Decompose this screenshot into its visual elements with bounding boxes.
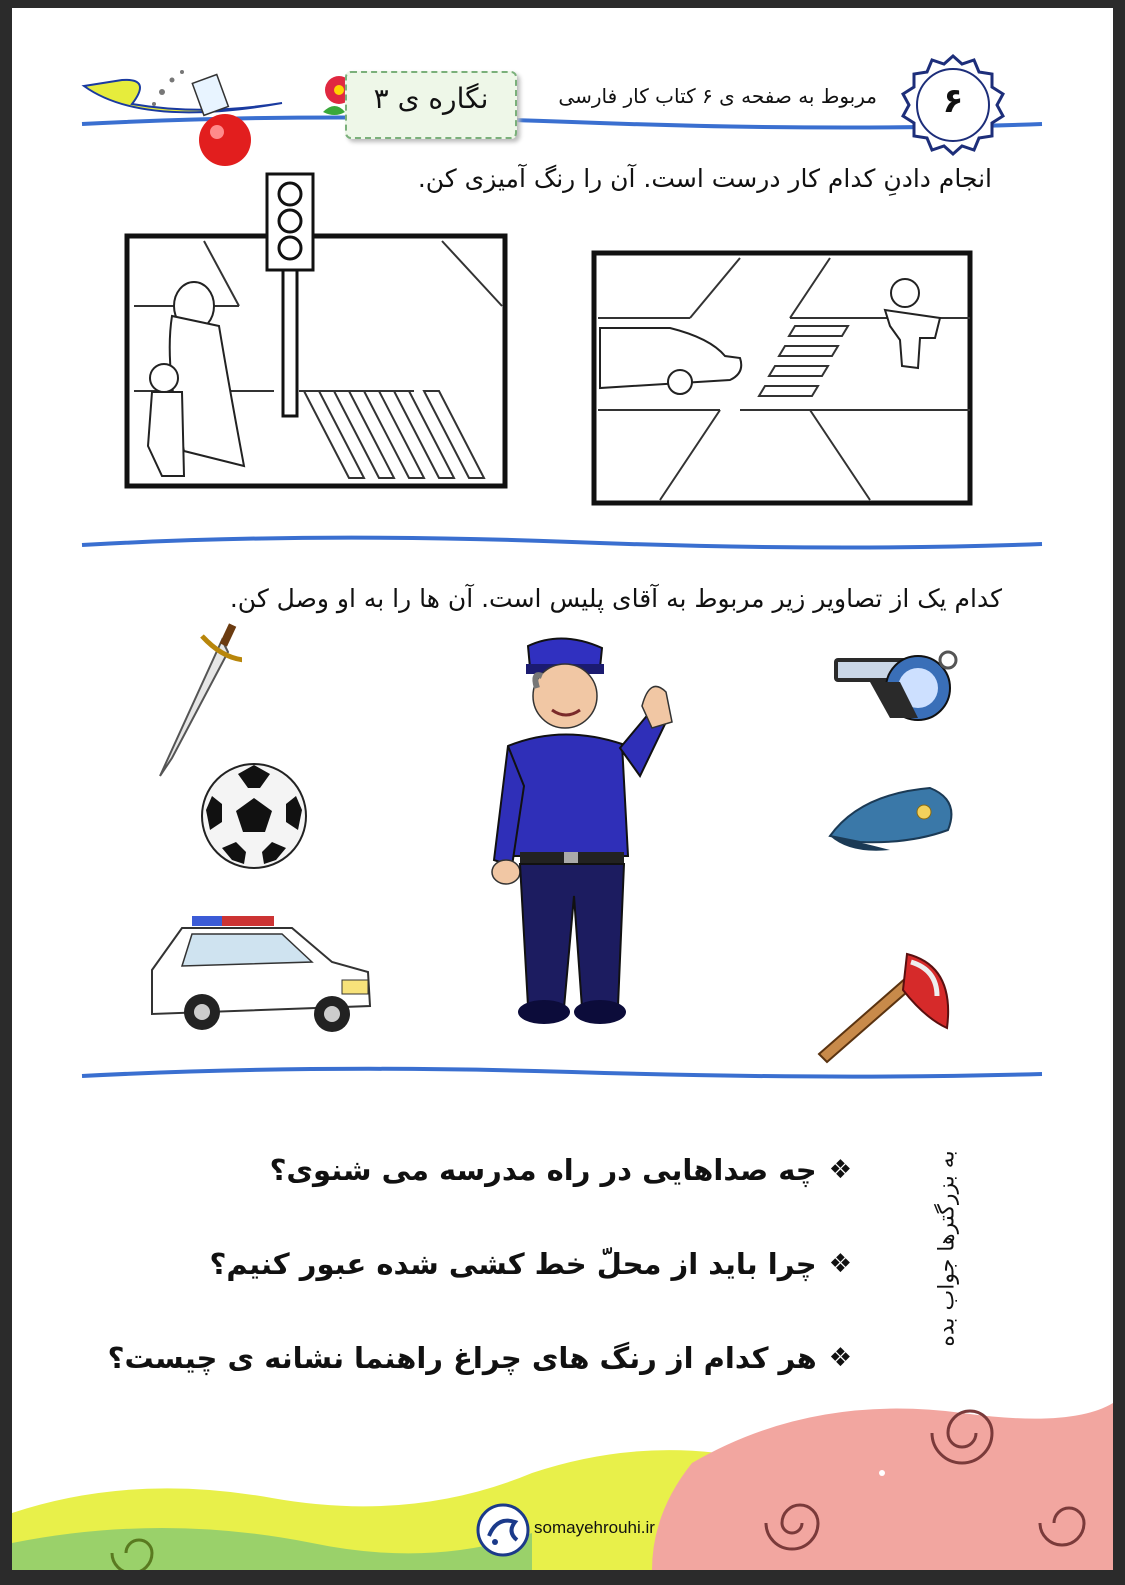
section-divider [12,530,1113,560]
police-officer-icon [482,636,682,1031]
section2-instruction: کدام یک از تصاویر زیر مربوط به آقای پلیس است. آن ها را به او وصل کن. [229,584,1002,613]
question-item [107,1332,852,1384]
footer-decoration [12,1403,1113,1570]
bullet-icon: ❖ [828,1249,852,1279]
bullet-icon: ❖ [828,1343,852,1373]
section1-instruction: انجام دادنِ کدام کار درست است. آن را رنگ آمیزی کن. [417,164,992,193]
site-logo-icon [475,1502,531,1558]
website-link[interactable]: somayehrouhi.ir [534,1518,655,1537]
scene-child-running-road [590,248,988,510]
lesson-tab-label: نگاره ی ۳ [373,82,489,115]
worksheet-page [12,8,1113,1570]
section-divider [12,1058,1113,1088]
question-text: چرا باید از محلّ خط کشی شده عبور کنیم؟ [209,1247,817,1281]
soccer-ball-icon [198,760,310,872]
reference-text: مربوط به صفحه ی ۶ کتاب کار فارسی [558,84,877,108]
question-text: چه صداهایی در راه مدرسه می شنوی؟ [269,1153,817,1187]
axe-icon [807,948,957,1068]
bullet-icon: ❖ [828,1155,852,1185]
question-item [162,1238,852,1290]
side-note: به بزرگترها جواب بده [934,1149,960,1347]
question-text: هر کدام از رنگ های چراغ راهنما نشانه ی چیست؟ [107,1341,817,1375]
page-number: ۶ [942,81,964,121]
question-list [107,1144,852,1384]
whistle-icon [830,648,960,726]
scene-crosswalk-with-light [124,166,519,496]
police-cap-icon [820,780,960,860]
police-car-icon [142,910,374,1038]
question-item [162,1144,852,1196]
